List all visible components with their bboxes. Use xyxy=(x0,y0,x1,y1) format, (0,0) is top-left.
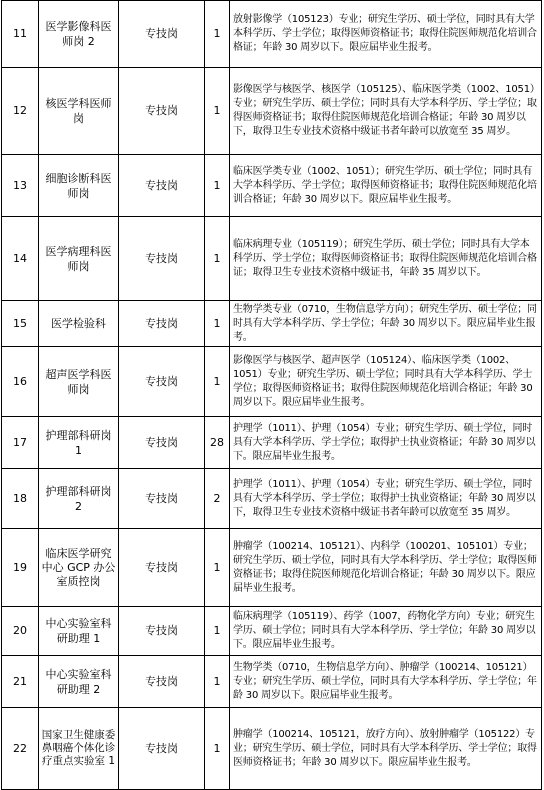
position-name: 医学病理科医师岗 xyxy=(39,217,119,301)
position-type: 专技岗 xyxy=(119,656,205,708)
table-row xyxy=(2,708,542,790)
row-number: 13 xyxy=(2,155,39,217)
position-name: 医学检验科 xyxy=(39,301,119,347)
position-type: 专技岗 xyxy=(119,529,205,607)
row-number: 18 xyxy=(2,469,39,529)
table-row xyxy=(2,469,542,529)
hiring-count: 1 xyxy=(205,656,230,708)
table-row xyxy=(2,155,542,217)
requirements-text: 影像医学与核医学、核医学（105125）、临床医学类（1002、1051）专业；研究生学历、硕士学位；同时具有大学本科学历、学士学位；取得医师资格证书；取得住院医师规范化培训合格证；年龄 30 周岁以下，取得卫生专业技术资格中级证书者年龄可以放宽至 35 周岁。 xyxy=(230,68,542,155)
row-number: 14 xyxy=(2,217,39,301)
hiring-count: 1 xyxy=(205,347,230,417)
hiring-count: 28 xyxy=(205,417,230,469)
row-number: 19 xyxy=(2,529,39,607)
row-number: 22 xyxy=(2,708,39,790)
row-number: 21 xyxy=(2,656,39,708)
table-row xyxy=(2,68,542,155)
position-type: 专技岗 xyxy=(119,607,205,656)
requirements-text: 生物学类（0710，生物信息学方向）、肿瘤学（100214、105121）专业；研究生学历、硕士学位，同时具有大学本科学历、学士学位；年龄 30 周岁以下。限应届毕业生报考。 xyxy=(230,656,542,708)
requirements-text: 护理学（1011）、护理（1054）专业；研究生学历、硕士学位，同时具有大学本科学历、学士学位；取得护士执业资格证；年龄 30 周岁以下。限应届毕业生报考。 xyxy=(230,417,542,469)
position-name: 细胞诊断科医师岗 xyxy=(39,155,119,217)
requirements-text: 临床病理专业（105119）；研究生学历、硕士学位；同时具有大学本科学历、学士学位；取得医师资格证书；取得住院医师规范化培训合格证；取得卫生专业技术资格中级证书，年龄 35 周岁以下。 xyxy=(230,217,542,301)
hiring-count: 2 xyxy=(205,469,230,529)
hiring-count: 1 xyxy=(205,529,230,607)
hiring-count: 1 xyxy=(205,607,230,656)
position-type: 专技岗 xyxy=(119,469,205,529)
table-row xyxy=(2,529,542,607)
table-body xyxy=(2,1,542,790)
row-number: 20 xyxy=(2,607,39,656)
row-number: 11 xyxy=(2,1,39,68)
position-name: 国家卫生健康委鼻咽癌个体化诊疗重点实验室 1 xyxy=(39,708,119,790)
table-row xyxy=(2,301,542,347)
position-name: 医学影像科医师岗 2 xyxy=(39,1,119,68)
table-row xyxy=(2,1,542,68)
table-row xyxy=(2,607,542,656)
row-number: 12 xyxy=(2,68,39,155)
row-number: 15 xyxy=(2,301,39,347)
position-name: 中心实验室科研助理 1 xyxy=(39,607,119,656)
requirements-text: 放射影像学（105123）专业；研究生学历、硕士学位，同时具有大学本科学历、学士学位；取得医师资格证书；取得住院医师规范化培训合格证；年龄 30 周岁以下。限应届毕业生报考。 xyxy=(230,1,542,68)
row-number: 17 xyxy=(2,417,39,469)
position-type: 专技岗 xyxy=(119,217,205,301)
position-type: 专技岗 xyxy=(119,68,205,155)
position-type: 专技岗 xyxy=(119,301,205,347)
hiring-count: 1 xyxy=(205,68,230,155)
table-row xyxy=(2,217,542,301)
hiring-count: 1 xyxy=(205,155,230,217)
position-type: 专技岗 xyxy=(119,347,205,417)
position-name: 超声医学科医师岗 xyxy=(39,347,119,417)
requirements-text: 肿瘤学（100214、105121）、内科学（100201、105101）专业；研究生学历、硕士学位，同时具有大学本科学历、学士学位；取得医师资格证书；取得住院医师规范化培训合格证；年龄 30 周岁以下。限应届毕业生报考。 xyxy=(230,529,542,607)
table-row xyxy=(2,347,542,417)
table-row xyxy=(2,656,542,708)
position-name: 核医学科医师岗 xyxy=(39,68,119,155)
position-name: 护理部科研岗 2 xyxy=(39,469,119,529)
position-type: 专技岗 xyxy=(119,1,205,68)
position-type: 专技岗 xyxy=(119,155,205,217)
hiring-count: 1 xyxy=(205,301,230,347)
requirements-text: 肿瘤学（100214、105121，放疗方向）、放射肿瘤学（105122）专业；研究生学历、硕士学位，同时具有大学本科学历、学士学位；取得医师资格证书；年龄 30 周岁以下。限应届毕业生报考。 xyxy=(230,708,542,790)
position-type: 专技岗 xyxy=(119,708,205,790)
hiring-count: 1 xyxy=(205,1,230,68)
table-row xyxy=(2,417,542,469)
position-name: 护理部科研岗 1 xyxy=(39,417,119,469)
requirements-text: 影像医学与核医学、超声医学（105124）、临床医学类（1002、1051）专业；研究生学历、硕士学位；同时具有大学本科学历、学士学位；取得医师资格证书；取得住院医师规范化培训合格证；年龄 30 周岁以下。限应届毕业生报考。 xyxy=(230,347,542,417)
position-name: 临床医学研究中心 GCP 办公室质控岗 xyxy=(39,529,119,607)
position-name: 中心实验室科研助理 2 xyxy=(39,656,119,708)
requirements-text: 护理学（1011）、护理（1054）专业；研究生学历、硕士学位，同时具有大学本科学历、学士学位；取得护士执业资格证；年龄 30 周岁以下，取得卫生专业技术资格中级证书者年龄可以放宽至 35 周岁。 xyxy=(230,469,542,529)
row-number: 16 xyxy=(2,347,39,417)
requirements-text: 临床病理学（105119）、药学（1007，药物化学方向）专业；研究生学历、硕士学位；同时具有大学本科学历、学士学位；年龄 30 周岁以下。限应届毕业生报考。 xyxy=(230,607,542,656)
requirements-text: 临床医学类专业（1002、1051）；研究生学历、硕士学位；同时具有大学本科学历、学士学位；取得医师资格证书；取得住院医师规范化培训合格证；年龄 30 周岁以下。限应届毕业生报考。 xyxy=(230,155,542,217)
position-type: 专技岗 xyxy=(119,417,205,469)
requirements-text: 生物学类专业（0710，生物信息学方向）；研究生学历、硕士学位；同时具有大学本科学历、学士学位；年龄 30 周岁以下。限应届毕业生报考。 xyxy=(230,301,542,347)
hiring-count: 1 xyxy=(205,217,230,301)
hiring-count: 1 xyxy=(205,708,230,790)
recruitment-table xyxy=(1,0,542,790)
